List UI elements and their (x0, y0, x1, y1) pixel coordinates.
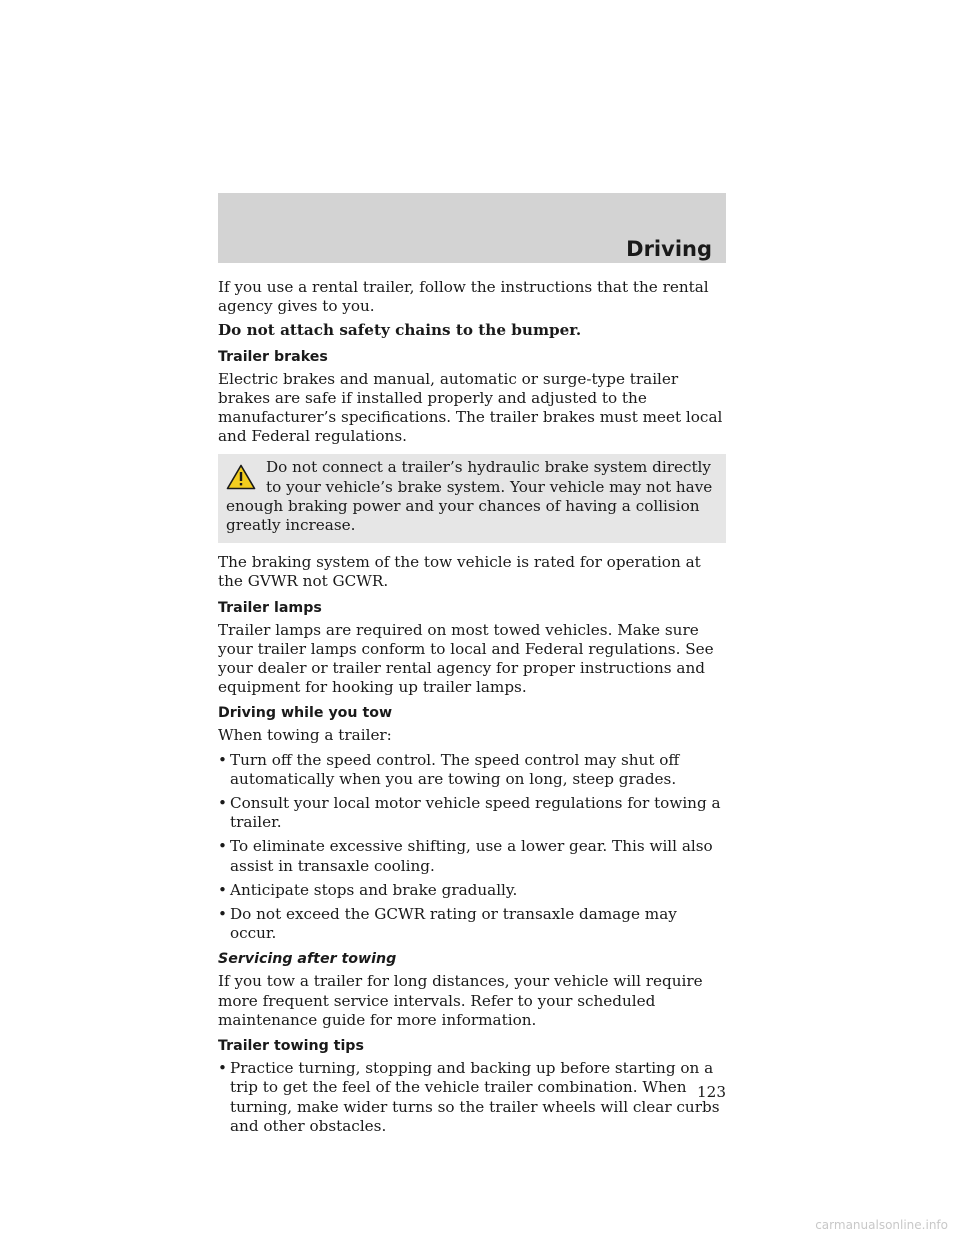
rental-trailer-paragraph: If you use a rental trailer, follow the instructions that the rental agency gives to you. (218, 278, 709, 316)
trailer-brakes-heading: Trailer brakes (218, 348, 328, 365)
trailer-towing-tips-heading: Trailer towing tips (218, 1038, 364, 1055)
watermark[interactable]: carmanualsonline.info (815, 1218, 948, 1232)
bullet-glyph: • (218, 750, 227, 769)
safety-chains-note: Do not attach safety chains to the bumper. (218, 321, 582, 340)
section-header-band (218, 193, 726, 263)
list-item: • To eliminate excessive shifting, use a lower gear. This will also assist in transaxle cooling. (218, 837, 713, 875)
trailer-lamps-paragraph: Trailer lamps are required on most towed vehicles. Make sure your trailer lamps conform to local and Federal regulations. See your dealer or trailer rental agency for proper instructions and equipment for hooking up trailer lamps. (218, 620, 714, 697)
tips-bullet-list (218, 1059, 726, 1136)
trailer-lamps-heading: Trailer lamps (218, 599, 322, 616)
braking-rating-paragraph: The braking system of the tow vehicle is rated for operation at the GVWR not GCWR. (218, 553, 701, 591)
bullet-glyph: • (218, 880, 227, 899)
towing-intro: When towing a trailer: (218, 726, 392, 745)
list-item: • Practice turning, stopping and backing up before starting on a trip to get the feel of the vehicle trailer combination. When turning, make wider turns so the trailer wheels will clear curbs and other obstacles. (218, 1059, 720, 1135)
warning-triangle-icon (226, 464, 256, 490)
list-item: • Consult your local motor vehicle speed regulations for towing a trailer. (218, 794, 721, 832)
driving-while-tow-heading: Driving while you tow (218, 705, 393, 722)
bullet-glyph: • (218, 837, 227, 856)
list-item: • Anticipate stops and brake gradually. (218, 880, 518, 899)
list-item: • Turn off the speed control. The speed control may shut off automatically when you are towing on long, steep grades. (218, 750, 680, 788)
warning-text: Do not connect a trailer’s hydraulic brake system directly to your vehicle’s brake system. Your vehicle may not have enough braking power and your chances of having a collision greatly increase. (226, 458, 713, 535)
bullet-glyph: • (218, 1059, 227, 1078)
page-number: 123 (697, 1083, 726, 1101)
bullet-glyph: • (218, 905, 227, 924)
servicing-after-towing-heading: Servicing after towing (218, 951, 397, 968)
section-title: Driving (626, 237, 712, 261)
bullet-glyph: • (218, 794, 227, 813)
trailer-brakes-paragraph: Electric brakes and manual, automatic or surge-type trailer brakes are safe if installed properly and adjusted to the manufacturer’s specifications. The trailer brakes must meet local and Federal regulations. (218, 369, 723, 446)
page-content (218, 278, 726, 1141)
list-item: • Do not exceed the GCWR rating or transaxle damage may occur. (218, 905, 677, 943)
servicing-paragraph: If you tow a trailer for long distances, your vehicle will require more frequent service intervals. Refer to your scheduled maintenance guide for more information. (218, 972, 703, 1029)
warning-box (218, 454, 726, 543)
towing-bullet-list (218, 751, 726, 944)
